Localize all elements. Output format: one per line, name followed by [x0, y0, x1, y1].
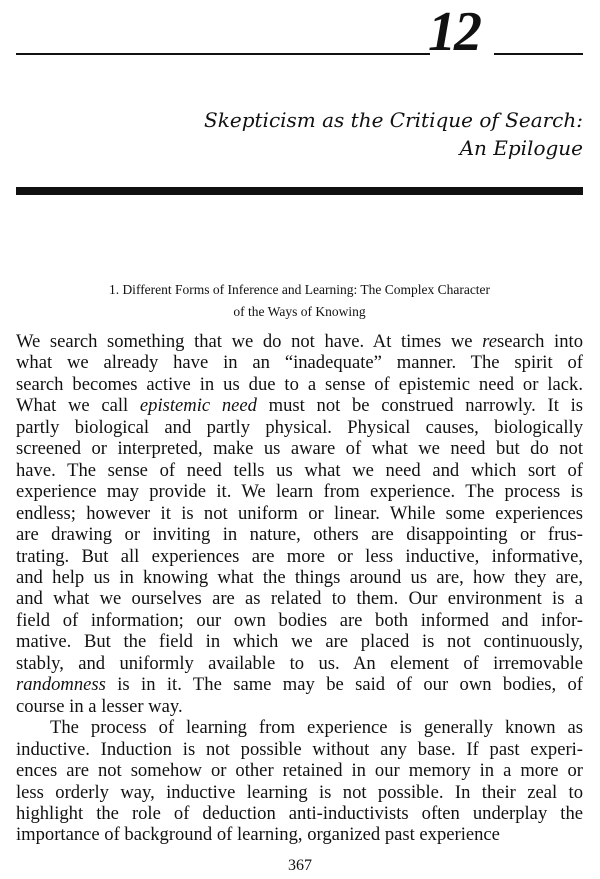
title-divider: [16, 187, 583, 195]
chapter-title: [204, 106, 583, 162]
text-line: have. The sense of need tells us what we need and which sort of: [16, 459, 583, 481]
chapter-title-line: An Epilogue: [459, 136, 583, 160]
chapter-number: 12: [428, 1, 480, 63]
text-line: The process of learning from experience is generally known as: [50, 717, 583, 739]
section-heading-line: of the Ways of Knowing: [233, 304, 366, 319]
text-line: what we already have in an “inadequate” manner. The spirit of: [16, 352, 583, 374]
text-line: endless; however it is not uniform or linear. While some experiences: [16, 502, 583, 524]
chapter-rule-left: [16, 53, 430, 55]
text-line: inductive. Induction is not possible without any base. If past experi-: [16, 738, 583, 760]
text-line: ences are not somehow or other retained in our memory in a more or: [16, 760, 583, 782]
text-line: trating. But all experiences are more or less inductive, informative,: [16, 545, 583, 567]
emphasis: re: [482, 331, 497, 352]
text-line: and help us in knowing what the things around us are, how they are,: [16, 566, 583, 588]
text-line: experience may provide it. We learn from experience. The process is: [16, 481, 583, 503]
chapter-title-line: Skepticism as the Critique of Search:: [204, 108, 583, 132]
text-line: importance of background of learning, organized past experience: [16, 824, 500, 846]
text-line: course in a lesser way.: [16, 695, 183, 717]
text-line: screened or interpreted, make us aware of what we need but do not: [16, 438, 583, 460]
chapter-rule-right: [494, 53, 583, 55]
section-heading-line: 1. Different Forms of Inference and Learning: The Complex Character: [108, 282, 491, 297]
text-line: We search something that we do not have. At times we research into: [16, 331, 583, 352]
section-heading: [16, 279, 583, 323]
text-line: are drawing or inviting in nature, others are disappointing or frus-: [16, 524, 583, 546]
text-line: search becomes active in us due to a sense of epistemic need or lack.: [16, 373, 583, 395]
emphasis: epistemic need: [139, 395, 257, 417]
body-text: [16, 331, 583, 846]
text-line: partly biological and partly physical. Physical causes, biologically: [16, 416, 583, 438]
text-line: randomness is in it. The same may be said of our own bodies, of: [16, 674, 583, 696]
text-line: mative. But the field in which we are placed is not continuously,: [16, 631, 583, 653]
text-line: less orderly way, inductive learning is not possible. In their zeal to: [16, 781, 583, 803]
page-number: 367: [288, 857, 312, 874]
text-line: What we call epistemic need must not be construed narrowly. It is: [16, 395, 583, 417]
emphasis: randomness: [16, 674, 106, 696]
text-line: stably, and uniformly available to us. An element of irremovable: [16, 652, 583, 674]
text-line: field of information; our own bodies are both informed and infor-: [16, 609, 583, 631]
text-line: highlight the role of deduction anti-inductivists often underplay the: [16, 802, 583, 824]
text-line: and what we ourselves are as related to them. Our environment is a: [16, 588, 583, 610]
